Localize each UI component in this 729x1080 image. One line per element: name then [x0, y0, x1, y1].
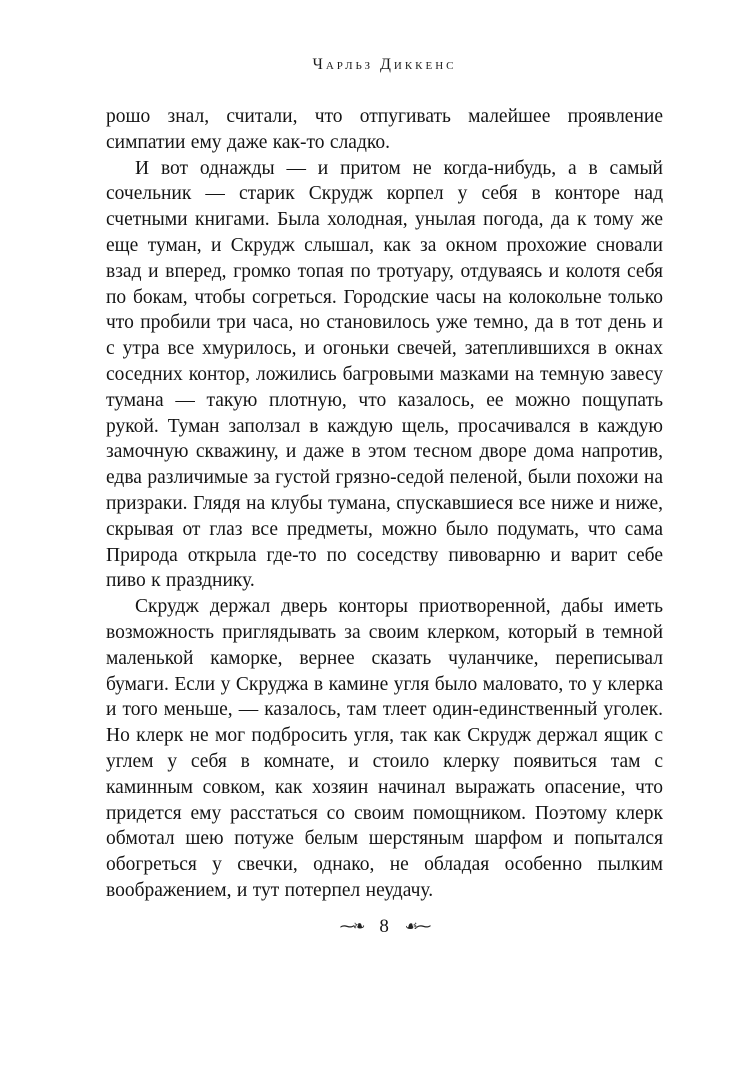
page-number: 8 — [379, 915, 389, 937]
paragraph: Скрудж держал дверь конторы приотворенной, дабы иметь возможность приглядывать за своим клерком, который в темной маленькой каморке, вернее сказать чуланчике, переписывал бумаги. Если у Скруджа в камине угля было маловато, то у клерка и того меньше, — казалось, там тлеет один-единственный уголек. Но клерк не мог подбросить угля, так как Скрудж держал ящик с углем у себя в комнате, и стоило клерку появиться там с каминным совком, как хозяин начинал выражать опасение, что придется ему расстаться со своим помощником. Поэтому клерк обмотал шею потуже белым шерстяным шарфом и попытался обогреться у свечки, однако, не обладая особенно пылким воображением, и тут потерпел неудачу. — [106, 596, 663, 901]
paragraph: И вот однажды — и притом не когда-нибудь, а в самый сочельник — старик Скрудж корпел у себя в конторе над счетными книгами. Была холодная, унылая погода, да к тому же еще туман, и Скрудж слышал, как за окном прохожие сновали взад и вперед, громко топая по тротуару, отдуваясь и колотя себя по бокам, чтобы согреться. Городские часы на колокольне только что пробили три часа, но становилось уже темно, да в тот день и с утра все хмурилось, и огоньки свечей, затеплившихся в окнах соседних контор, ложились багровыми мазками на темную завесу тумана — такую плотную, что казалось, ее можно пощупать рукой. Туман заползал в каждую щель, просачивался в каждую замочную скважину, и даже в этом тесном дворе дома напротив, едва различимые за густой грязно-седой пеленой, были похожи на призраки. Глядя на клубы тумана, спускавшиеся все ниже и ниже, скрывая от глаз все предметы, можно было подумать, что сама Природа открыла где-то по соседству пивоварню и варит себе пиво к празднику. — [106, 157, 663, 592]
paragraph: рошо знал, считали, что отпугивать малейшее проявление симпатии ему даже как-то сладко. — [106, 106, 663, 153]
page-body — [106, 104, 663, 904]
running-header: Чарльз Диккенс — [312, 56, 457, 73]
floral-ornament-right-icon: ☙⁓ — [404, 917, 430, 936]
page-footer — [106, 916, 663, 938]
floral-ornament-left-icon: ⁓❧ — [339, 917, 364, 936]
